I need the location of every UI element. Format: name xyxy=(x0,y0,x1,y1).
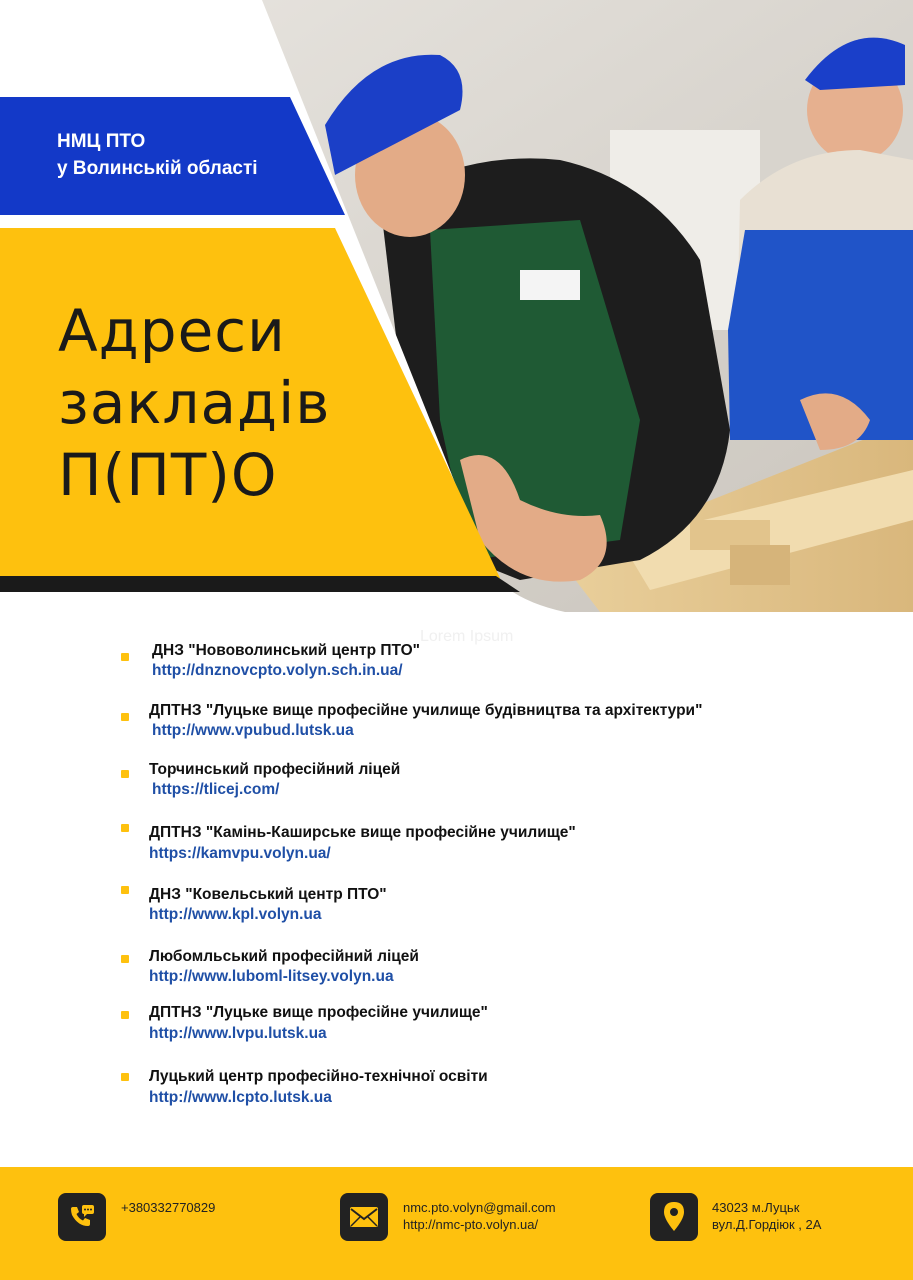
institution-link[interactable]: https://kamvpu.volyn.ua/ xyxy=(149,845,331,862)
bullet-icon xyxy=(121,955,129,963)
institution-link[interactable]: http://www.luboml-litsey.volyn.ua xyxy=(149,968,394,985)
bullet-icon xyxy=(121,713,129,721)
bullet-icon xyxy=(121,886,129,894)
bullet-icon xyxy=(121,1073,129,1081)
institution-link[interactable]: https://tlicej.com/ xyxy=(152,781,280,798)
institution-name: Торчинський професійний ліцей xyxy=(149,761,401,778)
institution-name: ДПТНЗ "Луцьке вище професійне училище будівництва та архітектури" xyxy=(149,702,703,719)
hero-section xyxy=(0,0,913,612)
institution-name: ДПТНЗ "Луцьке вище професійне училище" xyxy=(149,1004,488,1021)
institution-name: Любомльський професійний ліцей xyxy=(149,948,419,965)
institution-link[interactable]: http://www.lcpto.lutsk.ua xyxy=(149,1089,332,1106)
bullet-icon xyxy=(121,653,129,661)
page-title-line2: закладів xyxy=(58,369,331,437)
bullet-icon xyxy=(121,824,129,832)
map-pin-icon[interactable] xyxy=(650,1193,698,1241)
phone-chat-icon[interactable] xyxy=(58,1193,106,1241)
page-title-line3: П(ПТ)О xyxy=(58,441,278,509)
org-name-line2: у Волинській області xyxy=(57,158,258,179)
watermark-text: Lorem Ipsum xyxy=(420,628,514,645)
address-line1: 43023 м.Луцьк xyxy=(712,1200,800,1215)
address xyxy=(712,1199,821,1233)
institution-link[interactable]: http://www.lvpu.lutsk.ua xyxy=(149,1025,327,1042)
envelope-icon[interactable] xyxy=(340,1193,388,1241)
contact-online xyxy=(403,1199,556,1233)
institution-name: ДНЗ "Нововолинський центр ПТО" xyxy=(152,642,420,659)
phone-number[interactable]: +380332770829 xyxy=(121,1200,216,1215)
institution-name: Луцький центр професійно-технічної освіти xyxy=(149,1068,488,1085)
institution-link[interactable]: http://www.kpl.volyn.ua xyxy=(149,906,322,923)
institution-name: ДНЗ "Ковельський центр ПТО" xyxy=(149,886,387,903)
institution-link[interactable]: http://dnznovcpto.volyn.sch.in.ua/ xyxy=(152,662,403,679)
page-title xyxy=(58,295,330,511)
website-link[interactable]: http://nmc-pto.volyn.ua/ xyxy=(403,1217,539,1232)
address-line2: вул.Д.Гордіюк , 2А xyxy=(712,1217,822,1232)
bullet-icon xyxy=(121,770,129,778)
org-name xyxy=(57,128,258,182)
email-link[interactable]: nmc.pto.volyn@gmail.com xyxy=(403,1200,556,1215)
dark-stripe xyxy=(0,576,520,592)
org-name-line1: НМЦ ПТО xyxy=(57,131,146,152)
institution-link[interactable]: http://www.vpubud.lutsk.ua xyxy=(152,722,354,739)
page-title-line1: Адреси xyxy=(58,297,286,365)
institution-name: ДПТНЗ "Камінь-Каширське вище професійне училище" xyxy=(149,824,576,841)
bullet-icon xyxy=(121,1011,129,1019)
